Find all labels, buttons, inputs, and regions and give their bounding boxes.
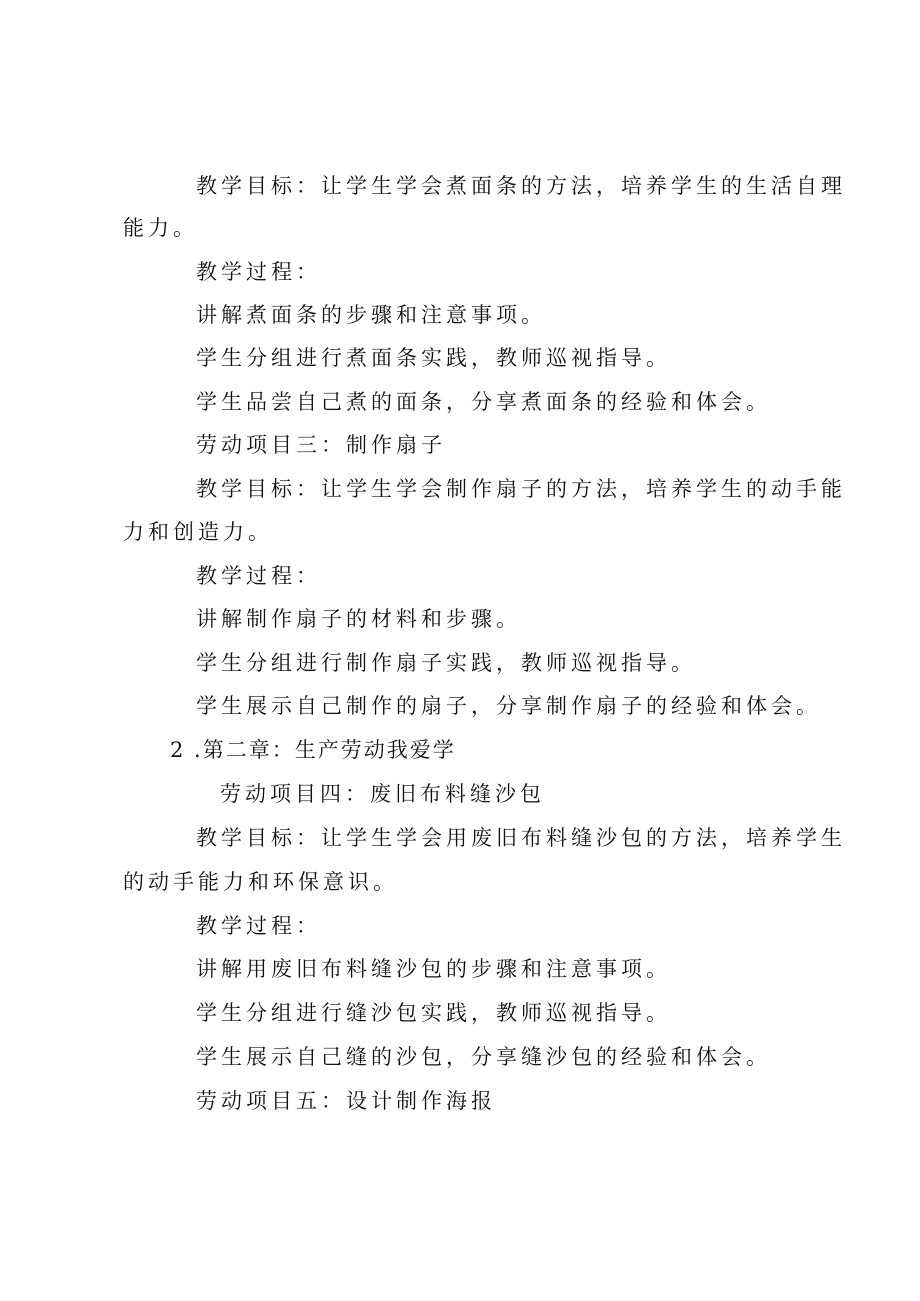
process-step: 学生展示自己制作的扇子，分享制作扇子的经验和体会。 (196, 694, 821, 718)
project-heading-three: 劳动项目三：制作扇子 (196, 433, 446, 457)
process-step: 学生分组进行煮面条实践，教师巡视指导。 (196, 346, 671, 370)
goal-line-project-two: 教学目标：让学生学会煮面条的方法，培养学生的生活自理 (196, 174, 846, 198)
process-step: 学生分组进行缝沙包实践，教师巡视指导。 (196, 1001, 671, 1025)
project-heading-four: 劳动项目四：废旧布料缝沙包 (220, 782, 545, 806)
process-heading: 教学过程： (196, 914, 321, 938)
process-step: 学生展示自己缝的沙包，分享缝沙包的经验和体会。 (196, 1045, 771, 1069)
chapter-heading: 2 .第二章：生产劳动我爱学 (170, 738, 456, 762)
goal-line-project-two-continued: 能力。 (123, 216, 198, 240)
process-step: 讲解用废旧布料缝沙包的步骤和注意事项。 (196, 957, 671, 981)
process-heading: 教学过程： (196, 260, 321, 284)
project-heading-five: 劳动项目五：设计制作海报 (196, 1089, 496, 1113)
goal-line-project-three-continued: 力和创造力。 (123, 520, 273, 544)
process-step: 学生分组进行制作扇子实践，教师巡视指导。 (196, 651, 696, 675)
goal-line-project-four-continued: 的动手能力和环保意识。 (123, 870, 398, 894)
process-step: 学生品尝自己煮的面条，分享煮面条的经验和体会。 (196, 390, 771, 414)
goal-line-project-three: 教学目标：让学生学会制作扇子的方法，培养学生的动手能 (196, 477, 846, 501)
goal-line-project-four: 教学目标：让学生学会用废旧布料缝沙包的方法，培养学生 (196, 826, 846, 850)
process-heading: 教学过程： (196, 564, 321, 588)
process-step: 讲解煮面条的步骤和注意事项。 (196, 303, 546, 327)
process-step: 讲解制作扇子的材料和步骤。 (196, 607, 521, 631)
